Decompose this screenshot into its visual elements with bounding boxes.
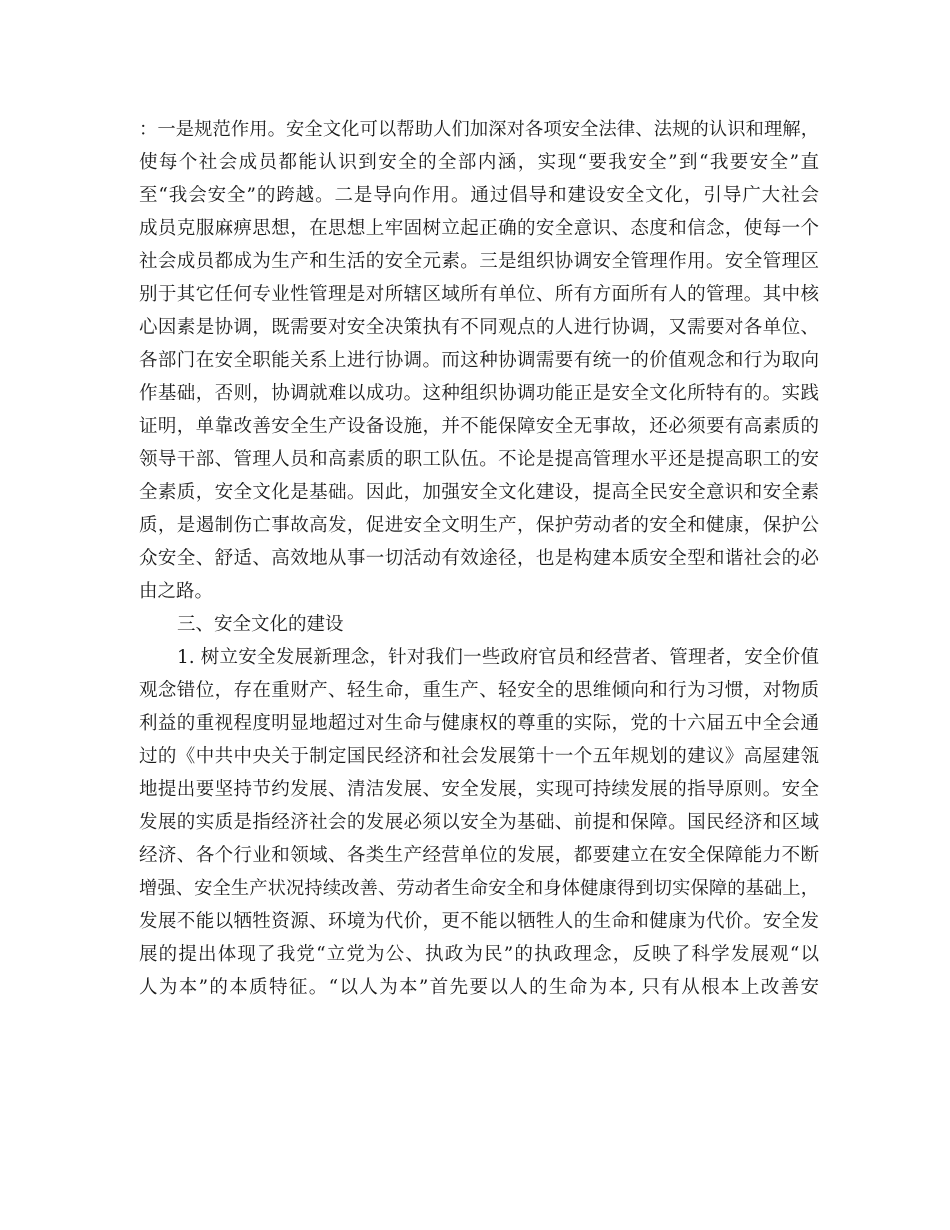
body-text-line: 使每个社会成员都能认识到安全的全部内涵，实现“要我安全”到“我要安全”直 xyxy=(139,152,819,173)
body-text-line: 地提出要坚持节约发展、清洁发展、安全发展，实现可持续发展的指导原则。安全 xyxy=(139,779,819,800)
body-text-line: 展的提出体现了我党“立党为公、执政为民”的执政理念，反映了科学发展观“以 xyxy=(139,944,819,965)
body-text-line: ：一是规范作用。安全文化可以帮助人们加深对各项安全法律、法规的认识和理解， xyxy=(139,119,819,140)
body-text-line: 增强、安全生产状况持续改善、劳动者生命安全和身体健康得到切实保障的基础上， xyxy=(139,878,819,899)
body-text-line: 质，是遏制伤亡事故高发，促进安全文明生产，保护劳动者的安全和健康，保护公 xyxy=(139,515,819,536)
body-text-line: 作基础，否则，协调就难以成功。这种组织协调功能正是安全文化所特有的。实践 xyxy=(139,383,819,404)
body-text-line: 发展的实质是指经济社会的发展必须以安全为基础、前提和保障。国民经济和区域 xyxy=(139,812,819,833)
body-text-line: 人为本”的本质特征。“以人为本”首先要以人的生命为本, 只有从根本上改善安 xyxy=(139,977,819,998)
body-text-line: 观念错位，存在重财产、轻生命，重生产、轻安全的思维倾向和行为习惯，对物质 xyxy=(139,680,819,701)
body-text-line: 领导干部、管理人员和高素质的职工队伍。不论是提高管理水平还是提高职工的安 xyxy=(139,449,819,470)
body-text-line: 1. 树立安全发展新理念，针对我们一些政府官员和经营者、管理者，安全价值 xyxy=(177,647,819,668)
body-text-line: 过的《中共中央关于制定国民经济和社会发展第十一个五年规划的建议》高屋建瓴 xyxy=(139,746,819,767)
body-text-line: 证明，单靠改善安全生产设备设施，并不能保障安全无事故，还必须要有高素质的 xyxy=(139,416,819,437)
body-text-line: 众安全、舒适、高效地从事一切活动有效途径，也是构建本质安全型和谐社会的必 xyxy=(139,548,819,569)
body-text-line: 各部门在安全职能关系上进行协调。而这种协调需要有统一的价值观念和行为取向 xyxy=(139,350,819,371)
body-text-line: 全素质，安全文化是基础。因此，加强安全文化建设，提高全民安全意识和安全素 xyxy=(139,482,819,503)
body-text-line: 社会成员都成为生产和生活的安全元素。三是组织协调安全管理作用。安全管理区 xyxy=(139,251,819,272)
body-text-line: 成员克服麻痹思想，在思想上牢固树立起正确的安全意识、态度和信念，使每一个 xyxy=(139,218,819,239)
body-text-line: 别于其它任何专业性管理是对所辖区域所有单位、所有方面所有人的管理。其中核 xyxy=(139,284,819,305)
body-text-line: 心因素是协调，既需要对安全决策执有不同观点的人进行协调，又需要对各单位、 xyxy=(139,317,819,338)
body-text-line: 利益的重视程度明显地超过对生命与健康权的尊重的实际，党的十六届五中全会通 xyxy=(139,713,819,734)
body-text-line: 经济、各个行业和领域、各类生产经营单位的发展，都要建立在安全保障能力不断 xyxy=(139,845,819,866)
body-text-line: 至“我会安全”的跨越。二是导向作用。通过倡导和建设安全文化，引导广大社会 xyxy=(139,185,819,206)
section-heading: 三、安全文化的建设 xyxy=(177,614,344,635)
body-text-line: 发展不能以牺牲资源、环境为代价，更不能以牺牲人的生命和健康为代价。安全发 xyxy=(139,911,819,932)
body-text-line: 由之路。 xyxy=(139,581,214,602)
